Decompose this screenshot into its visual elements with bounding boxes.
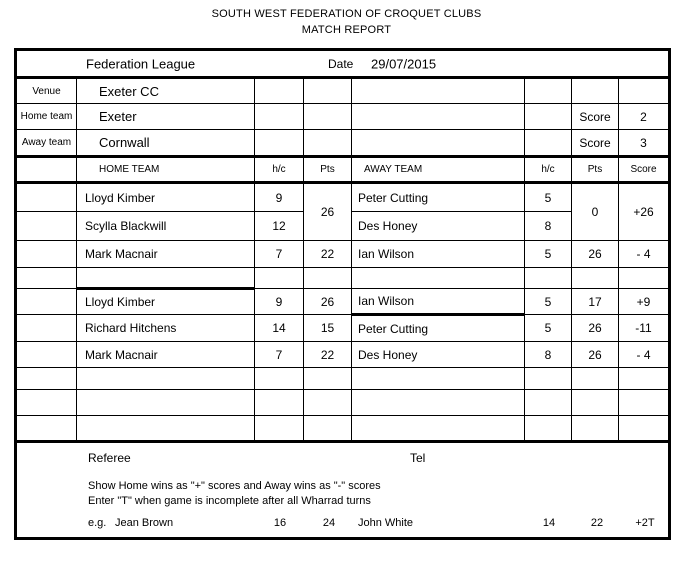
date-value: 29/07/2015 bbox=[371, 56, 437, 71]
home-player-name: Mark Macnair bbox=[77, 342, 255, 368]
home-hc-column-header: h/c bbox=[255, 157, 304, 183]
away-pts: 17 bbox=[572, 289, 619, 315]
federation-title: SOUTH WEST FEDERATION OF CROQUET CLUBS bbox=[211, 8, 482, 20]
empty-cell bbox=[16, 368, 77, 390]
empty-cell bbox=[525, 104, 572, 130]
league-date-row bbox=[16, 50, 670, 78]
empty-cell bbox=[619, 390, 670, 416]
home-team-name: Exeter bbox=[77, 104, 255, 130]
empty-cell bbox=[16, 289, 77, 315]
referee-label: Referee bbox=[88, 450, 131, 465]
home-pts: 22 bbox=[304, 342, 352, 368]
singles-row bbox=[16, 315, 670, 342]
game-score: -11 bbox=[619, 315, 670, 342]
empty-cell bbox=[619, 268, 670, 289]
away-player-name: Des Honey bbox=[352, 212, 525, 241]
empty-cell bbox=[16, 390, 77, 416]
report-subtitle: MATCH REPORT bbox=[301, 24, 392, 36]
empty-cell bbox=[255, 390, 304, 416]
home-pts: 22 bbox=[304, 241, 352, 268]
away-team-label: Away team bbox=[16, 130, 77, 157]
away-player-hc: 5 bbox=[525, 289, 572, 315]
home-player-hc: 12 bbox=[255, 212, 304, 241]
singles-row bbox=[16, 241, 670, 268]
home-pts: 26 bbox=[304, 289, 352, 315]
home-player-hc: 14 bbox=[255, 315, 304, 342]
empty-cell bbox=[304, 390, 352, 416]
doubles-score: +26 bbox=[619, 183, 670, 241]
away-player-name: Des Honey bbox=[352, 342, 525, 368]
empty-cell bbox=[304, 78, 352, 104]
empty-cell bbox=[525, 390, 572, 416]
away-player-name: Ian Wilson bbox=[352, 289, 525, 315]
empty-row bbox=[16, 390, 670, 416]
scoring-note: Show Home wins as "+" scores and Away wins as "-" scores bbox=[88, 479, 381, 492]
home-pts-column-header: Pts bbox=[304, 157, 352, 183]
away-pts: 26 bbox=[572, 342, 619, 368]
empty-cell bbox=[352, 78, 525, 104]
empty-cell bbox=[304, 268, 352, 289]
empty-cell bbox=[352, 130, 525, 157]
empty-cell bbox=[16, 241, 77, 268]
game-score: - 4 bbox=[619, 241, 670, 268]
away-player-name: Ian Wilson bbox=[352, 241, 525, 268]
empty-cell bbox=[16, 268, 77, 289]
away-team-name: Cornwall bbox=[77, 130, 255, 157]
singles-row bbox=[16, 289, 670, 315]
venue-label: Venue bbox=[16, 78, 77, 104]
home-player-name: Richard Hitchens bbox=[77, 315, 255, 342]
score-column-header: Score bbox=[619, 157, 670, 183]
example-home-pts: 24 bbox=[322, 516, 336, 529]
home-score-value: 2 bbox=[619, 104, 670, 130]
empty-cell bbox=[16, 315, 77, 342]
empty-cell bbox=[304, 368, 352, 390]
league-name: Federation League bbox=[86, 56, 196, 71]
away-hc-column-header: h/c bbox=[525, 157, 572, 183]
away-team-column-header: AWAY TEAM bbox=[352, 157, 525, 183]
home-team-row bbox=[16, 104, 670, 130]
league-date-cell bbox=[16, 50, 670, 78]
empty-cell bbox=[352, 390, 525, 416]
empty-cell bbox=[304, 416, 352, 442]
home-score-label: Score bbox=[572, 104, 619, 130]
home-player-name: Mark Macnair bbox=[77, 241, 255, 268]
empty-cell bbox=[619, 416, 670, 442]
home-pts: 15 bbox=[304, 315, 352, 342]
notes-row bbox=[16, 473, 670, 539]
empty-row bbox=[16, 368, 670, 390]
doubles-away-pts: 0 bbox=[572, 183, 619, 241]
empty-cell bbox=[352, 416, 525, 442]
empty-cell bbox=[77, 368, 255, 390]
empty-cell bbox=[352, 268, 525, 289]
empty-cell bbox=[572, 268, 619, 289]
empty-cell bbox=[572, 368, 619, 390]
empty-cell bbox=[352, 368, 525, 390]
empty-cell bbox=[572, 390, 619, 416]
example-home-hc: 16 bbox=[273, 516, 287, 529]
example-row bbox=[17, 517, 670, 533]
away-player-hc: 5 bbox=[525, 183, 572, 212]
referee-row bbox=[16, 442, 670, 473]
empty-cell bbox=[16, 157, 77, 183]
home-player-name: Scylla Blackwill bbox=[77, 212, 255, 241]
home-player-hc: 9 bbox=[255, 289, 304, 315]
away-player-hc: 8 bbox=[525, 342, 572, 368]
empty-cell bbox=[16, 183, 77, 212]
empty-cell bbox=[525, 268, 572, 289]
game-score: - 4 bbox=[619, 342, 670, 368]
empty-cell bbox=[619, 78, 670, 104]
date-label: Date bbox=[328, 56, 354, 71]
empty-cell bbox=[304, 130, 352, 157]
home-team-label: Home team bbox=[16, 104, 77, 130]
empty-cell bbox=[255, 104, 304, 130]
report-title bbox=[0, 6, 693, 38]
away-pts: 26 bbox=[572, 315, 619, 342]
example-away-name: John White bbox=[358, 516, 414, 529]
referee-cell bbox=[16, 442, 670, 473]
away-player-hc: 5 bbox=[525, 241, 572, 268]
empty-cell bbox=[255, 130, 304, 157]
away-player-name: Peter Cutting bbox=[352, 183, 525, 212]
empty-row bbox=[16, 268, 670, 289]
venue-value: Exeter CC bbox=[77, 78, 255, 104]
empty-cell bbox=[572, 78, 619, 104]
singles-row bbox=[16, 342, 670, 368]
empty-cell bbox=[16, 212, 77, 241]
empty-cell bbox=[77, 416, 255, 442]
match-report-table bbox=[14, 48, 671, 540]
empty-cell bbox=[525, 78, 572, 104]
home-player-hc: 7 bbox=[255, 241, 304, 268]
away-player-hc: 8 bbox=[525, 212, 572, 241]
home-player-hc: 9 bbox=[255, 183, 304, 212]
empty-cell bbox=[255, 78, 304, 104]
empty-cell bbox=[77, 390, 255, 416]
doubles-home-pts: 26 bbox=[304, 183, 352, 241]
empty-cell bbox=[255, 268, 304, 289]
column-header-row bbox=[16, 157, 670, 183]
away-player-hc: 5 bbox=[525, 315, 572, 342]
away-pts: 26 bbox=[572, 241, 619, 268]
home-player-hc: 7 bbox=[255, 342, 304, 368]
away-team-row bbox=[16, 130, 670, 157]
empty-row bbox=[16, 416, 670, 442]
empty-cell bbox=[16, 416, 77, 442]
example-away-hc: 14 bbox=[542, 516, 556, 529]
empty-cell bbox=[352, 104, 525, 130]
away-pts-column-header: Pts bbox=[572, 157, 619, 183]
home-team-column-header: HOME TEAM bbox=[77, 157, 255, 183]
empty-cell bbox=[525, 416, 572, 442]
example-prefix: e.g. bbox=[88, 516, 107, 529]
tel-label: Tel bbox=[410, 450, 426, 465]
game-score: +9 bbox=[619, 289, 670, 315]
empty-cell bbox=[255, 416, 304, 442]
notes-cell bbox=[16, 473, 670, 539]
example-score: +2T bbox=[635, 516, 655, 529]
home-player-name: Lloyd Kimber bbox=[77, 289, 255, 315]
empty-cell bbox=[304, 104, 352, 130]
empty-cell bbox=[572, 416, 619, 442]
empty-cell bbox=[16, 342, 77, 368]
wharrad-note: Enter "T" when game is incomplete after all Wharrad turns bbox=[88, 494, 371, 507]
away-score-value: 3 bbox=[619, 130, 670, 157]
empty-cell bbox=[77, 268, 255, 289]
empty-cell bbox=[619, 368, 670, 390]
empty-cell bbox=[255, 368, 304, 390]
empty-cell bbox=[525, 130, 572, 157]
away-player-name: Peter Cutting bbox=[352, 315, 525, 342]
venue-row bbox=[16, 78, 670, 104]
doubles-row-1 bbox=[16, 183, 670, 212]
example-away-pts: 22 bbox=[590, 516, 604, 529]
example-home-name: Jean Brown bbox=[115, 516, 174, 529]
empty-cell bbox=[525, 368, 572, 390]
home-player-name: Lloyd Kimber bbox=[77, 183, 255, 212]
away-score-label: Score bbox=[572, 130, 619, 157]
